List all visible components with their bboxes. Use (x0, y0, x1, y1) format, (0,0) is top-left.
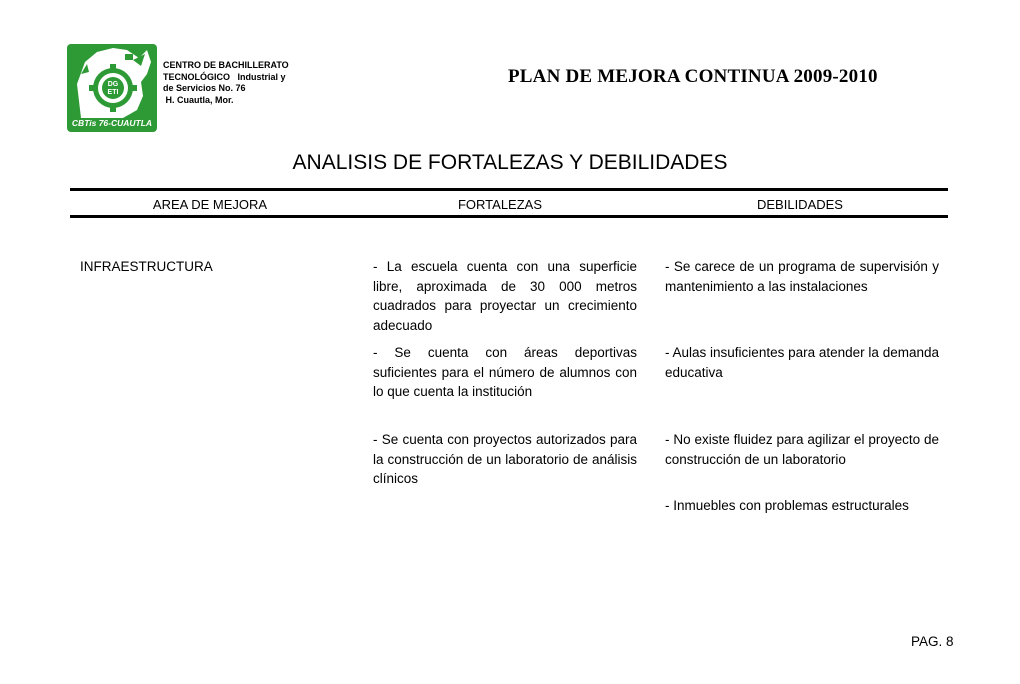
column-header-area: AREA DE MEJORA (152, 197, 268, 212)
document-title: ANALISIS DE FORTALEZAS Y DEBILIDADES (292, 151, 728, 174)
area-label: INFRAESTRUCTURA (80, 259, 213, 274)
debilidad-item: - Se carece de un programa de supervisión y mantenimiento a las instalaciones (665, 259, 939, 294)
column-header-debilidades: DEBILIDADES (757, 197, 843, 212)
school-logo-icon (67, 44, 157, 132)
page-number: PAG. 8 (911, 634, 954, 649)
debilidad-item: - Aulas insuficientes para atender la demanda educativa (665, 345, 939, 380)
school-info (163, 60, 289, 106)
school-line: TECNOLÓGICO Industrial y (163, 71, 286, 82)
svg-text:ETI: ETI (107, 89, 119, 96)
fortaleza-item: - La escuela cuenta con una superficie libre, aproximada de 30 000 metros cuadrados para proyectar un crecimiento adecuado (373, 259, 637, 333)
logo-text: CBTis 76-CUAUTLA (71, 118, 153, 128)
school-line: CENTRO DE BACHILLERATO (163, 60, 289, 70)
column-header-fortalezas: FORTALEZAS (457, 197, 543, 212)
svg-text:DG: DG (107, 81, 119, 88)
school-line: H. Cuautla, Mor. (163, 94, 234, 105)
school-line: de Servicios No. 76 (163, 83, 246, 93)
fortaleza-item: - Se cuenta con áreas deportivas suficientes para el número de alumnos con lo que cuenta la institución (373, 345, 637, 399)
debilidad-item: - Inmuebles con problemas estructurales (665, 498, 909, 513)
debilidad-item: - No existe fluidez para agilizar el proyecto de construcción de un laboratorio (665, 432, 939, 467)
plan-title: PLAN DE MEJORA CONTINUA 2009-2010 (508, 66, 878, 87)
fortaleza-item: - Se cuenta con proyectos autorizados para la construcción de un laboratorio de análisis clínicos (373, 432, 637, 486)
